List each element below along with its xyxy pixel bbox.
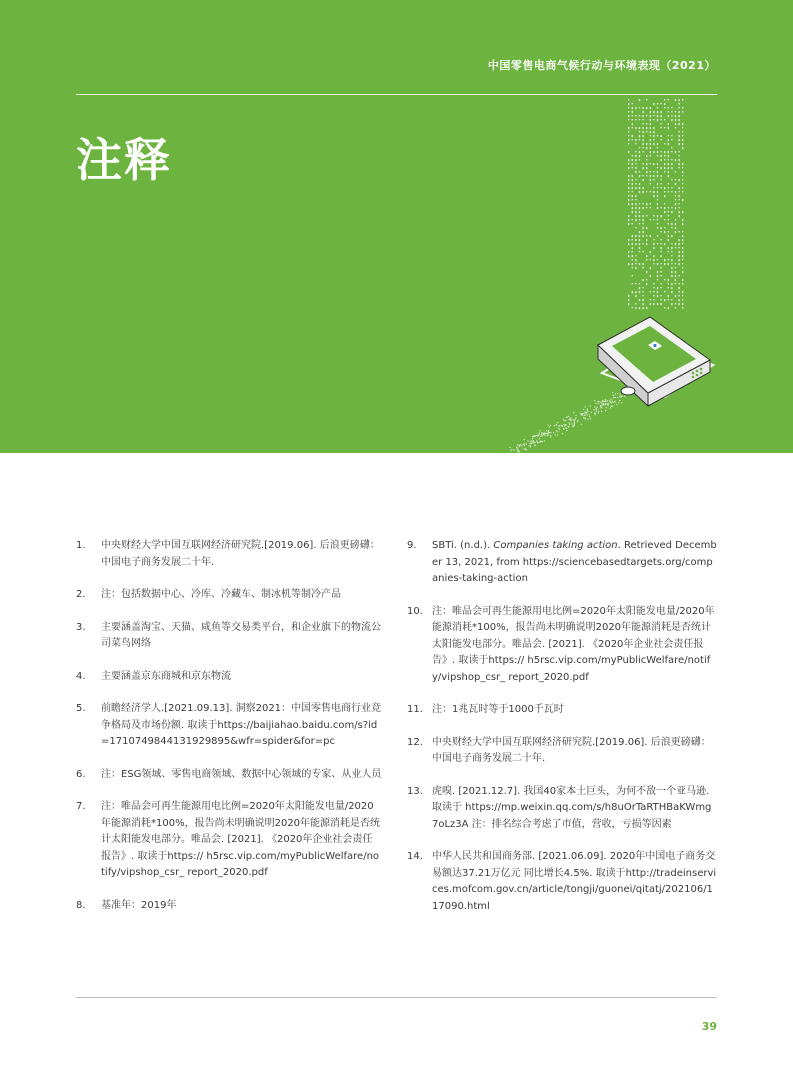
- notes-list-right: [407, 538, 717, 915]
- note-item: [76, 538, 382, 571]
- device-chip-dot: [653, 344, 656, 347]
- note-number: 13.: [407, 785, 423, 797]
- note-number: 6.: [76, 768, 86, 780]
- note-text: 注：唯品会可再生能源用电比例=2020年太阳能发电量/2020年能源消耗*100%，报告尚未明确说明2020年能源消耗是否统计太阳能发电部分。唯品会. [2021]. 《2020年企业社会责任报告》. 取读于https:// h5rsc.vip.com/myPublicWelfare/notify/vipshop_csr_ report_2020.pdf: [432, 605, 715, 683]
- note-number: 11.: [407, 704, 423, 715]
- note-item: [76, 620, 382, 653]
- notes-right-column: [407, 538, 717, 915]
- note-text: 虎嗅. [2021.12.7]. 我国40家本土巨头，为何不敌一个亚马逊. 取读于 https://mp.weixin.qq.com/s/h8uOrTaRTHBaKWmg7oLz3A 注：排名综合考虑了市值，营收，亏损等因素: [432, 785, 712, 830]
- data-stream-dots: [628, 99, 683, 309]
- note-item: [76, 669, 382, 686]
- report-title: 中国零售电商气候行动与环境表现（2021）: [487, 59, 716, 72]
- data-trail-dots: [509, 392, 627, 453]
- note-item: [407, 604, 717, 687]
- note-item: [407, 702, 717, 719]
- note-item: [407, 784, 717, 834]
- note-number: 2.: [76, 589, 86, 600]
- note-text: 注：1兆瓦时等于1000千瓦时: [432, 704, 564, 715]
- note-italic-title: Companies taking action: [493, 540, 618, 551]
- note-text: 中央财经大学中国互联网经济研究院.[2019.06]. 后浪更磅礴：中国电子商务发展二十年.: [101, 540, 380, 568]
- note-text: 中华人民共和国商务部. [2021.06.09]. 2020年中国电子商务交易额达37.21万亿元 同比增长4.5%. 取读于http://tradeinservices.mofcom.gov.cn/article/tongji/guonei/qitatj/202106/117090.html: [432, 851, 717, 912]
- notes-list-left: [76, 538, 382, 914]
- note-number: 8.: [76, 899, 86, 911]
- page-number: 39: [701, 1020, 717, 1033]
- note-text: 前瞻经济学人.[2021.09.13]. 洞察2021：中国零售电商行业竞争格局及市场份额. 取读于https://baijiahao.baidu.com/s?id=1710749844131929895&wfr=spider&for=pc: [101, 703, 382, 747]
- notes-left-column: [76, 538, 382, 914]
- note-item: [76, 898, 382, 915]
- footer-divider: [76, 997, 717, 998]
- connector-node: [621, 387, 635, 395]
- note-text: 中央财经大学中国互联网经济研究院.[2019.06]. 后浪更磅礴：中国电子商务发展二十年.: [432, 736, 711, 764]
- note-item: [76, 799, 382, 882]
- server-data-stream-illustration: [500, 95, 793, 453]
- note-item: [76, 587, 382, 604]
- note-text: 基准年：2019年: [101, 899, 177, 911]
- note-number: 4.: [76, 670, 86, 682]
- note-number: 12.: [407, 736, 423, 748]
- note-text: 主要涵盖淘宝、天猫、咸鱼等交易类平台，和企业旗下的物流公司菜鸟网络: [101, 621, 381, 649]
- note-item: [76, 767, 382, 784]
- note-item: [407, 849, 717, 915]
- note-text: 注：唯品会可再生能源用电比例=2020年太阳能发电量/2020年能源消耗*100%，报告尚未明确说明2020年能源消耗是否统计太阳能发电部分。唯品会. [2021]. 《2020年企业社会责任报告》. 取读于https:// h5rsc.vip.com/myPublicWelfare/notify/vipshop_csr_ report_2020.pdf: [101, 801, 381, 878]
- note-text: 注：ESG领域、零售电商领域、数据中心领域的专家、从业人员: [101, 768, 382, 780]
- note-text: 注：包括数据中心、冷库、冷藏车、制冰机等制冷产品: [101, 589, 341, 600]
- note-number: 3.: [76, 621, 86, 633]
- note-number: 5.: [76, 703, 86, 714]
- note-number: 7.: [76, 801, 86, 812]
- note-number: 9.: [407, 540, 417, 551]
- note-number: 10.: [407, 605, 423, 617]
- page-title: 注释: [76, 133, 172, 187]
- note-item: [407, 538, 717, 588]
- note-number: 14.: [407, 851, 423, 862]
- hero-banner: [0, 0, 793, 453]
- note-text: SBTi. (n.d.). Companies taking action. Retrieved December 13, 2021, from https://sciencebasedtargets.org/companies-taking-action: [432, 540, 717, 584]
- note-item: [76, 701, 382, 751]
- note-text: 主要涵盖京东商城和京东物流: [101, 670, 231, 682]
- note-item: [407, 735, 717, 768]
- note-number: 1.: [76, 540, 86, 551]
